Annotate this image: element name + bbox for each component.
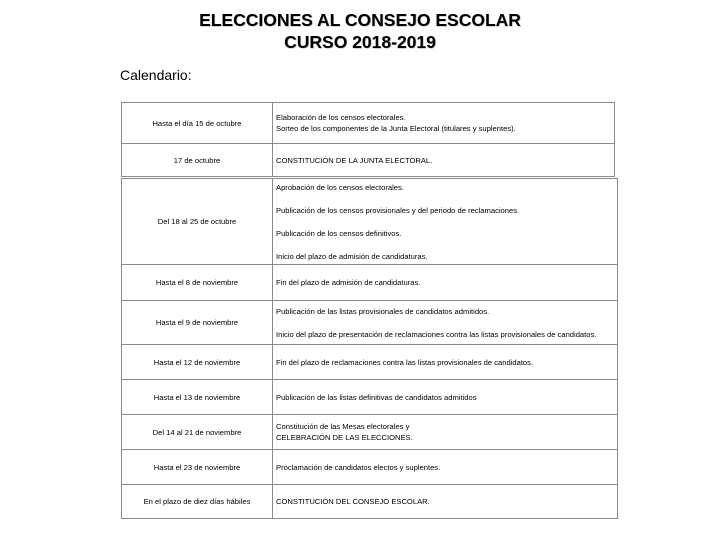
description-cell — [273, 450, 618, 485]
date-cell: Hasta el 9 de noviembre — [122, 301, 273, 345]
description-line: Sorteo de los componentes de la Junta Electoral (titulares y suplentes). — [276, 124, 516, 133]
description-cell — [273, 103, 615, 144]
calendar-table-2 — [121, 178, 618, 519]
description-cell — [273, 265, 618, 301]
description-line: Fin del plazo de admisión de candidaturas. — [276, 278, 421, 287]
description-line: Inicio del plazo de admisión de candidaturas. — [276, 251, 428, 261]
description-cell — [273, 179, 618, 265]
description-cell — [273, 415, 618, 450]
table-row — [122, 265, 618, 301]
date-cell: 17 de octubre — [122, 144, 273, 177]
date-cell: Hasta el 23 de noviembre — [122, 450, 273, 485]
date-cell: Hasta el 13 de noviembre — [122, 380, 273, 415]
description-line: Publicación de los censos definitivos. — [276, 228, 402, 238]
table-row — [122, 415, 618, 450]
description-line: Elaboración de los censos electorales. — [276, 113, 406, 122]
table-row — [122, 380, 618, 415]
description-line: Proclamación de candidatos electos y suplentes. — [276, 462, 441, 472]
description-line: Publicación de las listas definitivas de candidatos admitidos — [276, 392, 477, 402]
description-line: Fin del plazo de reclamaciones contra las listas provisionales de candidatos. — [276, 357, 534, 367]
description-cell — [273, 301, 618, 345]
date-cell: Hasta el 12 de noviembre — [122, 345, 273, 380]
description-line: CONSTITUCIÓN DEL CONSEJO ESCOLAR. — [276, 497, 430, 506]
description-line: CELEBRACIÓN DE LAS ELECCIONES. — [276, 433, 413, 442]
table-row — [122, 345, 618, 380]
description-cell — [273, 380, 618, 415]
date-cell: Del 18 al 25 de octubre — [122, 179, 273, 265]
section-label: Calendario: — [120, 67, 192, 83]
description-cell — [273, 144, 615, 177]
description-cell — [273, 485, 618, 519]
date-cell: Del 14 al 21 de noviembre — [122, 415, 273, 450]
document-title: ELECCIONES AL CONSEJO ESCOLAR — [199, 10, 521, 30]
document-subtitle: CURSO 2018-2019 — [284, 32, 436, 52]
description-line: Publicación de los censos provisionales y del periodo de reclamaciones. — [276, 205, 520, 215]
table-row — [122, 144, 615, 177]
calendar-table-1 — [121, 102, 615, 177]
description-cell — [273, 345, 618, 380]
date-cell: En el plazo de diez días hábiles — [122, 485, 273, 519]
table-row — [122, 103, 615, 144]
description-line: CONSTITUCIÓN DE LA JUNTA ELECTORAL. — [276, 155, 433, 165]
table-row — [122, 301, 618, 345]
table-row — [122, 450, 618, 485]
description-line: Inicio del plazo de presentación de reclamaciones contra las listas provisionales de candidatos. — [276, 329, 597, 339]
date-cell: Hasta el 8 de noviembre — [122, 265, 273, 301]
description-line: Constitución de las Mesas electorales y — [276, 422, 410, 431]
table-row — [122, 179, 618, 265]
description-line: Publicación de las listas provisionales de candidatos admitidos. — [276, 306, 490, 316]
description-line: Aprobación de los censos electorales. — [276, 182, 404, 192]
date-cell: Hasta el día 15 de octubre — [122, 103, 273, 144]
table-row — [122, 485, 618, 519]
